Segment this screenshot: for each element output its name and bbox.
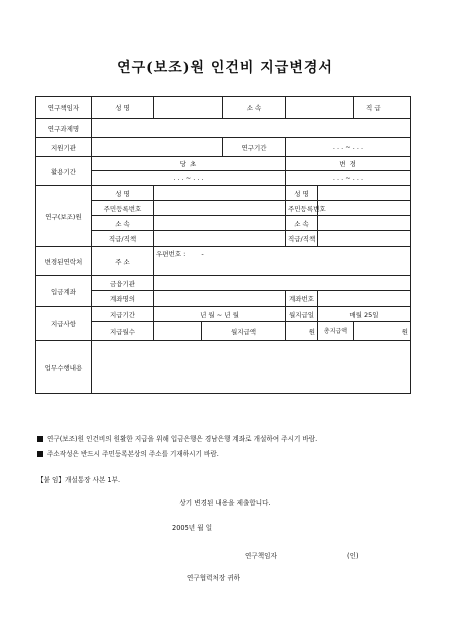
account-number-label: 계좌번호: [286, 291, 318, 307]
total-amount-field[interactable]: [354, 322, 411, 341]
monthly-payday-label: 월지급일: [286, 307, 318, 322]
seal-mark: (인): [347, 552, 359, 560]
bank-label: 금융기관: [92, 276, 154, 291]
document-title: 연구(보조)원 인건비 지급변경서: [117, 60, 333, 76]
address-label: 주 소: [92, 247, 154, 276]
project-label: 연구과제명: [36, 119, 92, 138]
duties-field[interactable]: [92, 341, 411, 394]
square-bullet-icon: [37, 451, 43, 457]
agency-label: 지원기관: [36, 138, 92, 157]
postal-code-label: 우편번호 :: [156, 250, 186, 258]
attachment-line: 【붙 임】개설통장 사본 1부.: [37, 476, 121, 484]
orig-name-field[interactable]: [154, 186, 286, 201]
application-form-table: [35, 96, 411, 394]
new-affiliation-label: 소 속: [286, 216, 318, 231]
assistant-label: 연구(보조)원: [36, 186, 92, 247]
signer-label: 연구책임자: [245, 552, 277, 560]
usage-period-label: 활용기간: [36, 157, 92, 186]
bank-field[interactable]: [154, 276, 411, 291]
orig-rrn-field[interactable]: [154, 201, 286, 216]
agency-field[interactable]: [92, 138, 223, 157]
pay-period-label: 지급기간: [92, 307, 154, 322]
project-field[interactable]: [92, 119, 411, 138]
new-rrn-label: 주민등록번호: [286, 201, 318, 216]
account-holder-field[interactable]: [154, 291, 286, 307]
duties-label: 업무수행내용: [36, 341, 92, 394]
period-label: 연구기간: [223, 138, 286, 157]
period-field[interactable]: . . . ~ . . .: [286, 138, 411, 157]
orig-affiliation-field[interactable]: [154, 216, 286, 231]
changed-period-field[interactable]: . . . ~ . . .: [286, 171, 411, 186]
account-holder-label: 계좌명의: [92, 291, 154, 307]
account-label: 입금계좌: [36, 276, 92, 307]
changed-header: 변 경: [286, 157, 411, 171]
orig-rrn-label: 주민등록번호: [92, 201, 154, 216]
original-header: 당 초: [92, 157, 286, 171]
new-name-field[interactable]: [318, 186, 411, 201]
orig-rank-field[interactable]: [154, 231, 286, 247]
note-1: 연구(보조)원 인건비의 원활한 지급을 위해 입금은행은 경남은행 계좌로 개설하여 주시기 바람.: [37, 433, 317, 443]
monthly-amount-field[interactable]: [286, 322, 318, 341]
new-rank-label: 직급/직책: [286, 231, 318, 247]
researcher-position-label: 직 급: [366, 104, 381, 112]
monthly-amount-unit: 원: [308, 327, 315, 336]
pay-period-field[interactable]: 년 월 ~ 년 월: [154, 307, 286, 322]
note-2: 주소작성은 반드시 주민등록본상의 주소를 기재하시기 바람.: [37, 448, 219, 458]
new-name-label: 성 명: [286, 186, 318, 201]
changed-contact-label: 변경된연락처: [36, 247, 92, 276]
postal-code-dash: -: [201, 250, 204, 258]
square-bullet-icon: [37, 436, 43, 442]
researcher-position-field[interactable]: [354, 97, 411, 119]
new-rank-field[interactable]: [318, 231, 411, 247]
researcher-name-label: 성 명: [92, 97, 154, 119]
total-amount-unit: 원: [401, 327, 408, 336]
researcher-affiliation-field[interactable]: [286, 97, 354, 119]
researcher-name-field[interactable]: [154, 97, 223, 119]
orig-rank-label: 직급/직책: [92, 231, 154, 247]
date-line: 2005년 월 일: [172, 524, 213, 532]
orig-name-label: 성 명: [92, 186, 154, 201]
account-number-field[interactable]: [318, 291, 411, 307]
pay-months-label: 지급월수: [92, 322, 154, 341]
total-amount-label: 총지급액: [318, 322, 354, 341]
statement-line: 상기 변경된 내용을 제출합니다.: [179, 499, 271, 507]
original-period-field[interactable]: . . . ~ . . .: [92, 171, 286, 186]
researcher-label: 연구책임자: [36, 97, 92, 119]
pay-months-field[interactable]: [154, 322, 202, 341]
addressee-line: 연구협력처장 귀하: [187, 574, 241, 582]
orig-affiliation-label: 소 속: [92, 216, 154, 231]
payment-label: 지급사항: [36, 307, 92, 341]
researcher-affiliation-label: 소 속: [223, 97, 286, 119]
new-affiliation-field[interactable]: [318, 216, 411, 231]
new-rrn-field[interactable]: [318, 201, 411, 216]
monthly-amount-label: 월지급액: [202, 322, 286, 341]
monthly-payday-value: 매월 25일: [318, 307, 411, 322]
address-field[interactable]: [154, 247, 411, 276]
